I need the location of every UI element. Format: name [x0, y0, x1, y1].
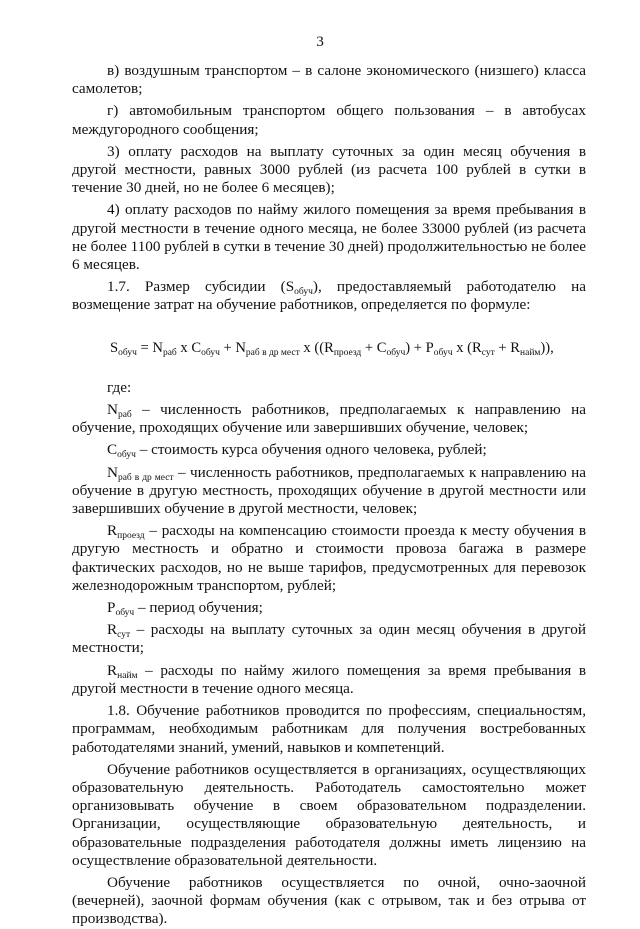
paragraph-road-transport: г) автомобильным транспортом общего пользования – в автобусах междугородного сообщения;: [72, 102, 586, 138]
definition-text: – расходы на компенсацию стоимости проезда к месту обучения в другую местность и обратно и стоимости провоза багажа в размере фактических расходов, но не выше тарифов, предусмотренных для перевозок железнодорожным транспортом, рублей;: [72, 522, 586, 594]
definition-symbol: P: [107, 599, 116, 617]
paragraph-housing: 4) оплату расходов по найму жилого помещения за время пребывания в другой местности в течение одного месяца, не более 33000 рублей (из расчета не более 1100 рублей в сутки в течение 30 дней) продолжительностью не более 6 месяцев.: [72, 201, 586, 274]
definition-symbol: N: [107, 401, 118, 419]
formula-s-sub: обуч: [118, 347, 137, 358]
definition-n-rab-dr-mest: [72, 464, 586, 519]
formula-p-obuch: P: [425, 339, 434, 356]
definition-r-sut: [72, 621, 586, 657]
formula-plus-3: +: [494, 339, 511, 356]
definition-subscript: проезд: [117, 531, 145, 542]
definition-text: – численность работников, предполагаемых к направлению на обучение, проходящих обучение или завершивших обучение, человек;: [72, 401, 586, 437]
definition-text: – период обучения;: [134, 599, 263, 617]
definition-symbol: C: [107, 441, 118, 459]
formula-r-sut: R: [472, 339, 482, 356]
definition-r-naim: [72, 662, 586, 698]
formula-r-proezd-sub: проезд: [333, 347, 362, 358]
formula-r-sut-sub: сут: [481, 347, 495, 358]
paragraph-1-7: [72, 278, 586, 314]
formula-times-3: x (: [452, 339, 473, 356]
formula-n-rab-sub: раб: [162, 347, 177, 358]
formula-c-obuch: C: [191, 339, 202, 356]
paragraph-daily-allowance: 3) оплату расходов на выплату суточных за один месяц обучения в другой местности, равных 3000 рублей (из расчета 100 рублей в сутки в течение 30 дней, но не более 6 месяцев);: [72, 142, 586, 197]
paragraph-1-7-subscript: обуч: [294, 287, 313, 298]
definition-c-obuch: [72, 441, 586, 459]
formula-n-rab: N: [152, 339, 163, 356]
definition-p-obuch: [72, 599, 586, 617]
formula-r-naim: R: [510, 339, 521, 356]
formula-n-rab-dr-sub: раб в др мест: [245, 347, 300, 358]
definition-subscript: раб: [117, 410, 132, 421]
definition-symbol: N: [107, 463, 118, 481]
definition-symbol: R: [107, 522, 118, 540]
definition-subscript: обуч: [117, 450, 136, 461]
definition-symbol: R: [107, 661, 118, 679]
formula-times-2: x ((: [299, 339, 325, 356]
paragraph-air-transport: в) воздушным транспортом – в салоне экономического (низшего) класса самолетов;: [72, 62, 586, 98]
definition-text: – численность работников, предполагаемых к направлению на обучение в другую местность, проходящих обучение в другой местности или завершивших обучение в другой местности, человек;: [72, 463, 586, 518]
formula-n-rab-dr: N: [235, 339, 246, 356]
definition-subscript: раб в др мест: [117, 472, 174, 483]
formula-times-1: x: [176, 339, 192, 356]
paragraph-forms: Обучение работников осуществляется по очной, очно-заочной (вечерней), заочной формам обучения (как с отрывом, так и без отрыва от производства).: [72, 873, 586, 928]
paragraph-1-7-text-a: 1.7. Размер субсидии (S: [107, 278, 295, 296]
formula-close-1: ) +: [405, 339, 426, 356]
document-body: [72, 62, 586, 929]
definition-subscript: сут: [117, 630, 131, 641]
formula-c-obuch-2-sub: обуч: [386, 347, 406, 358]
where-label: где:: [107, 378, 132, 396]
definition-text: – расходы на выплату суточных за один месяц обучения в другой местности;: [72, 621, 586, 657]
formula-c-obuch-2: C: [376, 339, 387, 356]
formula-p-obuch-sub: обуч: [433, 347, 453, 358]
formula-equals: =: [136, 339, 153, 356]
definition-n-rab: [72, 401, 586, 437]
definition-subscript: обуч: [115, 608, 135, 619]
definition-symbol: R: [107, 621, 118, 639]
page-number: 3: [316, 33, 324, 50]
definition-r-proezd: [72, 522, 586, 595]
definitions-list: [72, 401, 586, 698]
paragraph-organizations: Обучение работников осуществляется в организациях, осуществляющих образовательную деятельность. Работодатель самостоятельно может организовывать обучение в своем образовательном подразделении. Организации, осуществляющие образовательную деятельность, и образовательные подразделения работодателя должны иметь лицензию на осуществление образовательной деятельности.: [72, 760, 586, 869]
formula-plus-2: +: [361, 339, 377, 356]
subsidy-formula: [72, 339, 586, 357]
formula-r-proezd: R: [324, 339, 334, 356]
formula-c-obuch-sub: обуч: [201, 347, 220, 358]
definition-subscript: найм: [117, 670, 138, 681]
formula-s: S: [110, 339, 119, 356]
formula-plus-1: +: [219, 339, 236, 356]
formula-close-2: )),: [540, 339, 554, 356]
paragraph-1-7-text-b: ), предоставляемый работодателю на возмещение затрат на обучение работников, определяется по формуле:: [72, 278, 587, 314]
definition-text: – стоимость курса обучения одного человека, рублей;: [135, 441, 487, 459]
definition-text: – расходы по найму жилого помещения за время пребывания в другой местности в течение одного месяца.: [72, 661, 586, 697]
formula-r-naim-sub: найм: [520, 347, 541, 358]
paragraph-1-8: 1.8. Обучение работников проводится по профессиям, специальностям, программам, необходимым работникам для получения востребованных работодателями знаний, умений, навыков и компетенций.: [72, 702, 586, 756]
